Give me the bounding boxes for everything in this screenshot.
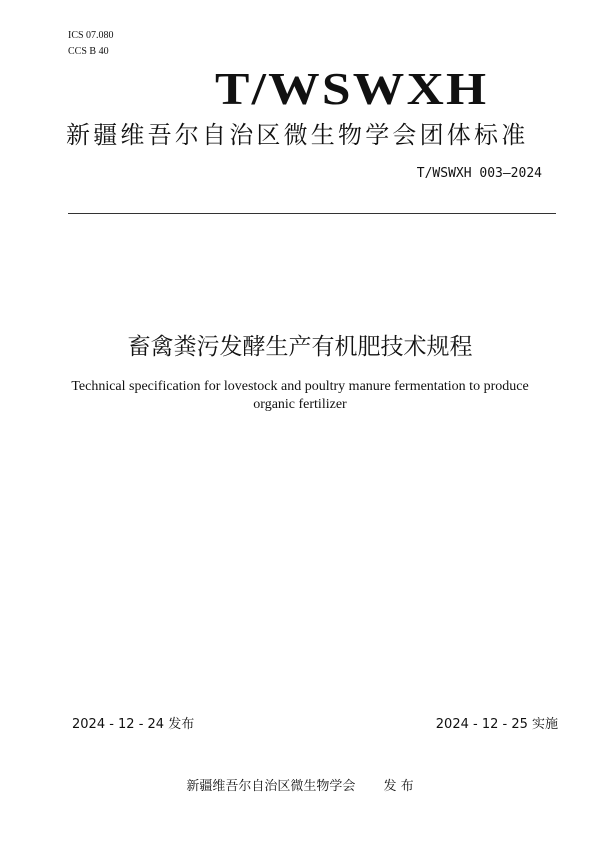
title-en-line2: organic fertilizer (253, 397, 347, 412)
implement-date: 2024 - 12 - 25 实施 (435, 717, 558, 732)
publisher-line (0, 775, 600, 794)
publish-label: 发 布 (383, 779, 414, 794)
divider (68, 213, 556, 214)
document-title-cn: 畜禽粪污发酵生产有机肥技术规程 (127, 334, 473, 360)
standard-code: T/WSWXH 003—2024 (416, 166, 542, 181)
publish-date: 2024 - 12 - 24 发布 (72, 717, 195, 732)
org-standard-title: 新疆维吾尔自治区微生物学会团体标准 (66, 121, 529, 149)
ccs-code: CCS B 40 (68, 46, 109, 57)
standard-logo: T/WSWXH (215, 63, 489, 114)
document-title-en (0, 378, 600, 414)
title-en-line1: Technical specification for lovestock and poultry manure fermentation to produce (71, 379, 529, 394)
publisher: 新疆维吾尔自治区微生物学会 (186, 779, 356, 794)
ics-code: ICS 07.080 (68, 30, 114, 41)
